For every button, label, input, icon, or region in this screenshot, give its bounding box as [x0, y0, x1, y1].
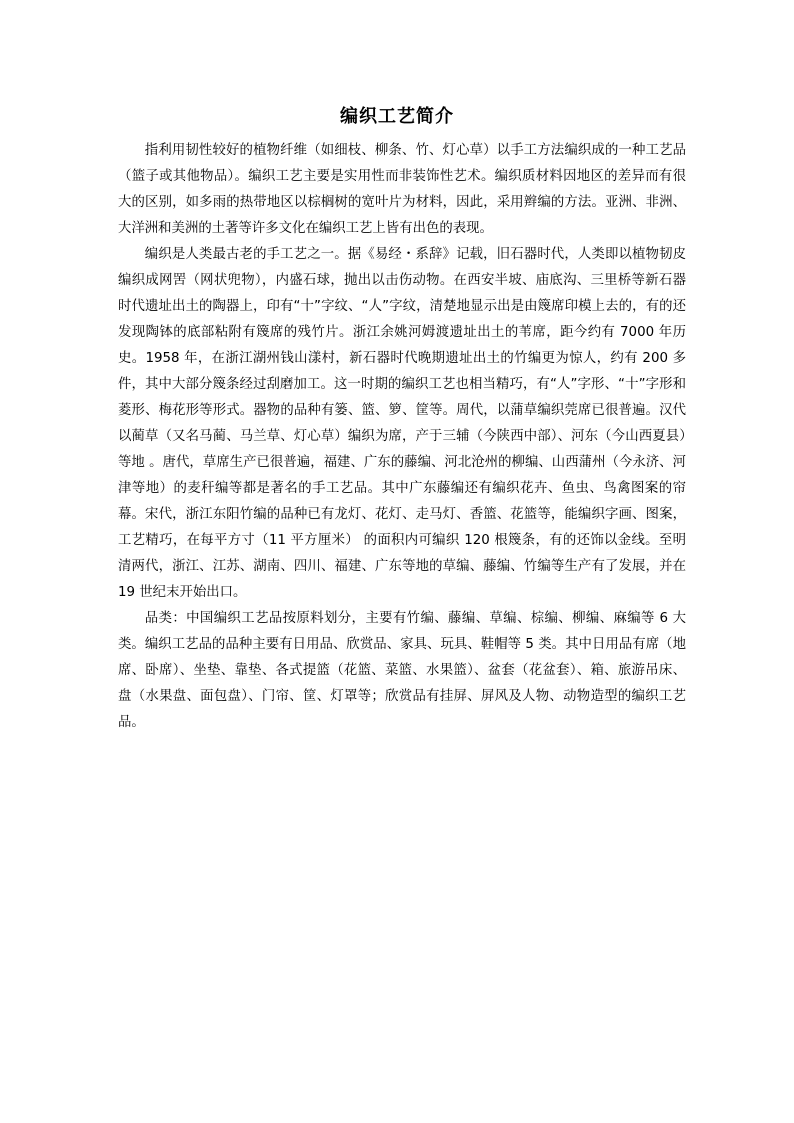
document-body: [118, 138, 686, 736]
paragraph-definition: 指利用韧性较好的植物纤维（如细枝、柳条、竹、灯心草）以手工方法编织成的一种工艺品（篮子或其他物品）。编织工艺主要是实用性而非装饰性艺术。编织质材料因地区的差异而有很大的区别，如多雨的热带地区以棕榈树的宽叶片为材料，因此，采用辫编的方法。亚洲、非洲、大洋洲和美洲的土著等许多文化在编织工艺上皆有出色的表现。: [118, 143, 686, 236]
paragraph-categories: 品类：中国编织工艺品按原料划分，主要有竹编、藤编、草编、棕编、柳编、麻编等 6 大类。编织工艺品的品种主要有日用品、欣赏品、家具、玩具、鞋帽等 5 类。其中日用品有席（地席、卧席）、坐垫、靠垫、各式提篮（花篮、菜篮、水果篮）、盆套（花盆套）、箱、旅游吊床、盘（水果盘、面包盘）、门帘、筐、灯罩等；欣赏品有挂屏、屏风及人物、动物造型的编织工艺品。: [118, 611, 686, 730]
paragraph-history: 编织是人类最古老的手工艺之一。据《易经・系辞》记载，旧石器时代，人类即以植物韧皮编织成网罟（网状兜物），内盛石球，抛出以击伤动物。在西安半坡、庙底沟、三里桥等新石器时代遗址出土的陶器上，印有“十”字纹、“人”字纹，清楚地显示出是由篾席印模上去的，有的还发现陶钵的底部粘附有篾席的残竹片。浙江余姚河姆渡遗址出土的苇席，距今约有 7000 年历史。1958 年，在浙江湖州钱山漾村，新石器时代晚期遗址出土的竹编更为惊人，约有 200 多件，其中大部分篾条经过刮磨加工。这一时期的编织工艺也相当精巧，有“人”字形、“十”字形和菱形、梅花形等形式。器物的品种有篓、篮、箩、筐等。周代，以蒲草编织莞席已很普遍。汉代以蔺草（又名马蔺、马兰草、灯心草）编织为席，产于三辅（今陕西中部）、河东（今山西夏县）等地 。唐代，草席生产已很普遍，福建、广东的藤编、河北沧州的柳编、山西蒲州（今永济、河津等地）的麦秆编等都是著名的手工艺品。其中广东藤编还有编织花卉、鱼虫、鸟禽图案的帘幕。宋代，浙江东阳竹编的品种已有龙灯、花灯、走马灯、香篮、花篮等，能编织字画、图案，工艺精巧，在每平方寸（11 平方厘米） 的面积内可编织 120 根篾条，有的还饰以金线。至明清两代，浙江、江苏、湖南、四川、福建、广东等地的草编、藤编、竹编等生产有了发展，并在 19 世纪末开始出口。: [118, 247, 686, 600]
document-title: 编织工艺简介: [340, 106, 454, 127]
